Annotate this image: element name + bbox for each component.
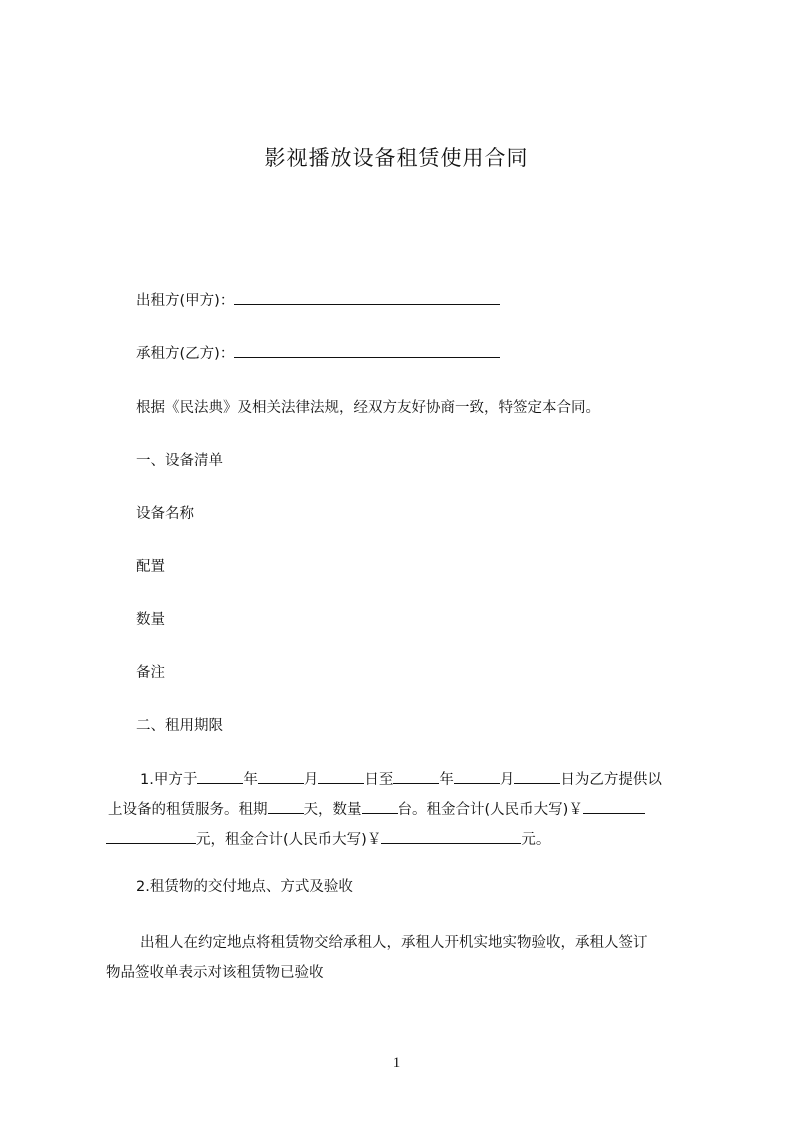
section1-heading: 一、设备清单 [136,453,223,469]
clause1-text: 上设备的租赁服务。租期 [108,802,268,818]
clause1-text: 元。 [521,832,551,848]
clause1-text: 年 [243,772,258,788]
clause1-text: 元，租金合计(人民币大写)￥ [196,832,382,848]
lessor-label: 出租方(甲方)： [136,293,235,309]
clause1-text: 月 [499,772,515,788]
equipment-field-remarks: 备注 [136,665,165,681]
clause1-text: 台。租金合计(人民币大写)￥ [397,802,583,818]
lessee-label: 承租方(乙方)： [136,346,235,362]
rent-total-blank-a[interactable] [583,799,645,814]
clause2-line1: 出租人在约定地点将租赁物交给承租人，承租人开机实地实物验收，承租人签订 [140,935,648,951]
clause1-text: 月 [303,772,319,788]
quantity-blank[interactable] [362,799,398,814]
end-month-blank[interactable] [454,769,500,784]
page-number: 1 [392,1055,401,1071]
lease-days-blank[interactable] [268,799,304,814]
lessee-line [136,343,500,365]
rent-total-blank-b[interactable] [106,829,196,844]
clause2-heading: 2.租赁物的交付地点、方式及验收 [136,879,353,895]
rent-total-blank-c[interactable] [381,829,521,844]
start-day-blank[interactable] [318,769,364,784]
end-year-blank[interactable] [393,769,439,784]
clause1-text: 年 [439,772,454,788]
clause1-text: 1.甲方于 [140,772,198,788]
clause1-text: 日为乙方提供以 [560,772,662,788]
clause1-text: 日至 [364,772,394,788]
clause1-line1 [140,765,662,795]
end-day-blank[interactable] [514,769,560,784]
lessor-blank[interactable] [234,290,500,305]
clause1-line2 [108,795,645,825]
equipment-field-quantity: 数量 [136,612,165,628]
start-month-blank[interactable] [258,769,304,784]
equipment-field-name: 设备名称 [136,506,194,522]
section2-heading: 二、租用期限 [136,718,223,734]
clause2-line2: 物品签收单表示对该租赁物已验收 [106,965,324,981]
intro-paragraph: 根据《民法典》及相关法律法规，经双方友好协商一致，特签定本合同。 [136,400,600,416]
lessor-line [136,290,500,312]
equipment-field-config: 配置 [136,559,165,575]
document-title: 影视播放设备租赁使用合同 [264,146,529,170]
start-year-blank[interactable] [197,769,243,784]
clause1-text: 天，数量 [303,802,362,818]
lessee-blank[interactable] [234,343,500,358]
clause1-line3 [106,825,550,855]
